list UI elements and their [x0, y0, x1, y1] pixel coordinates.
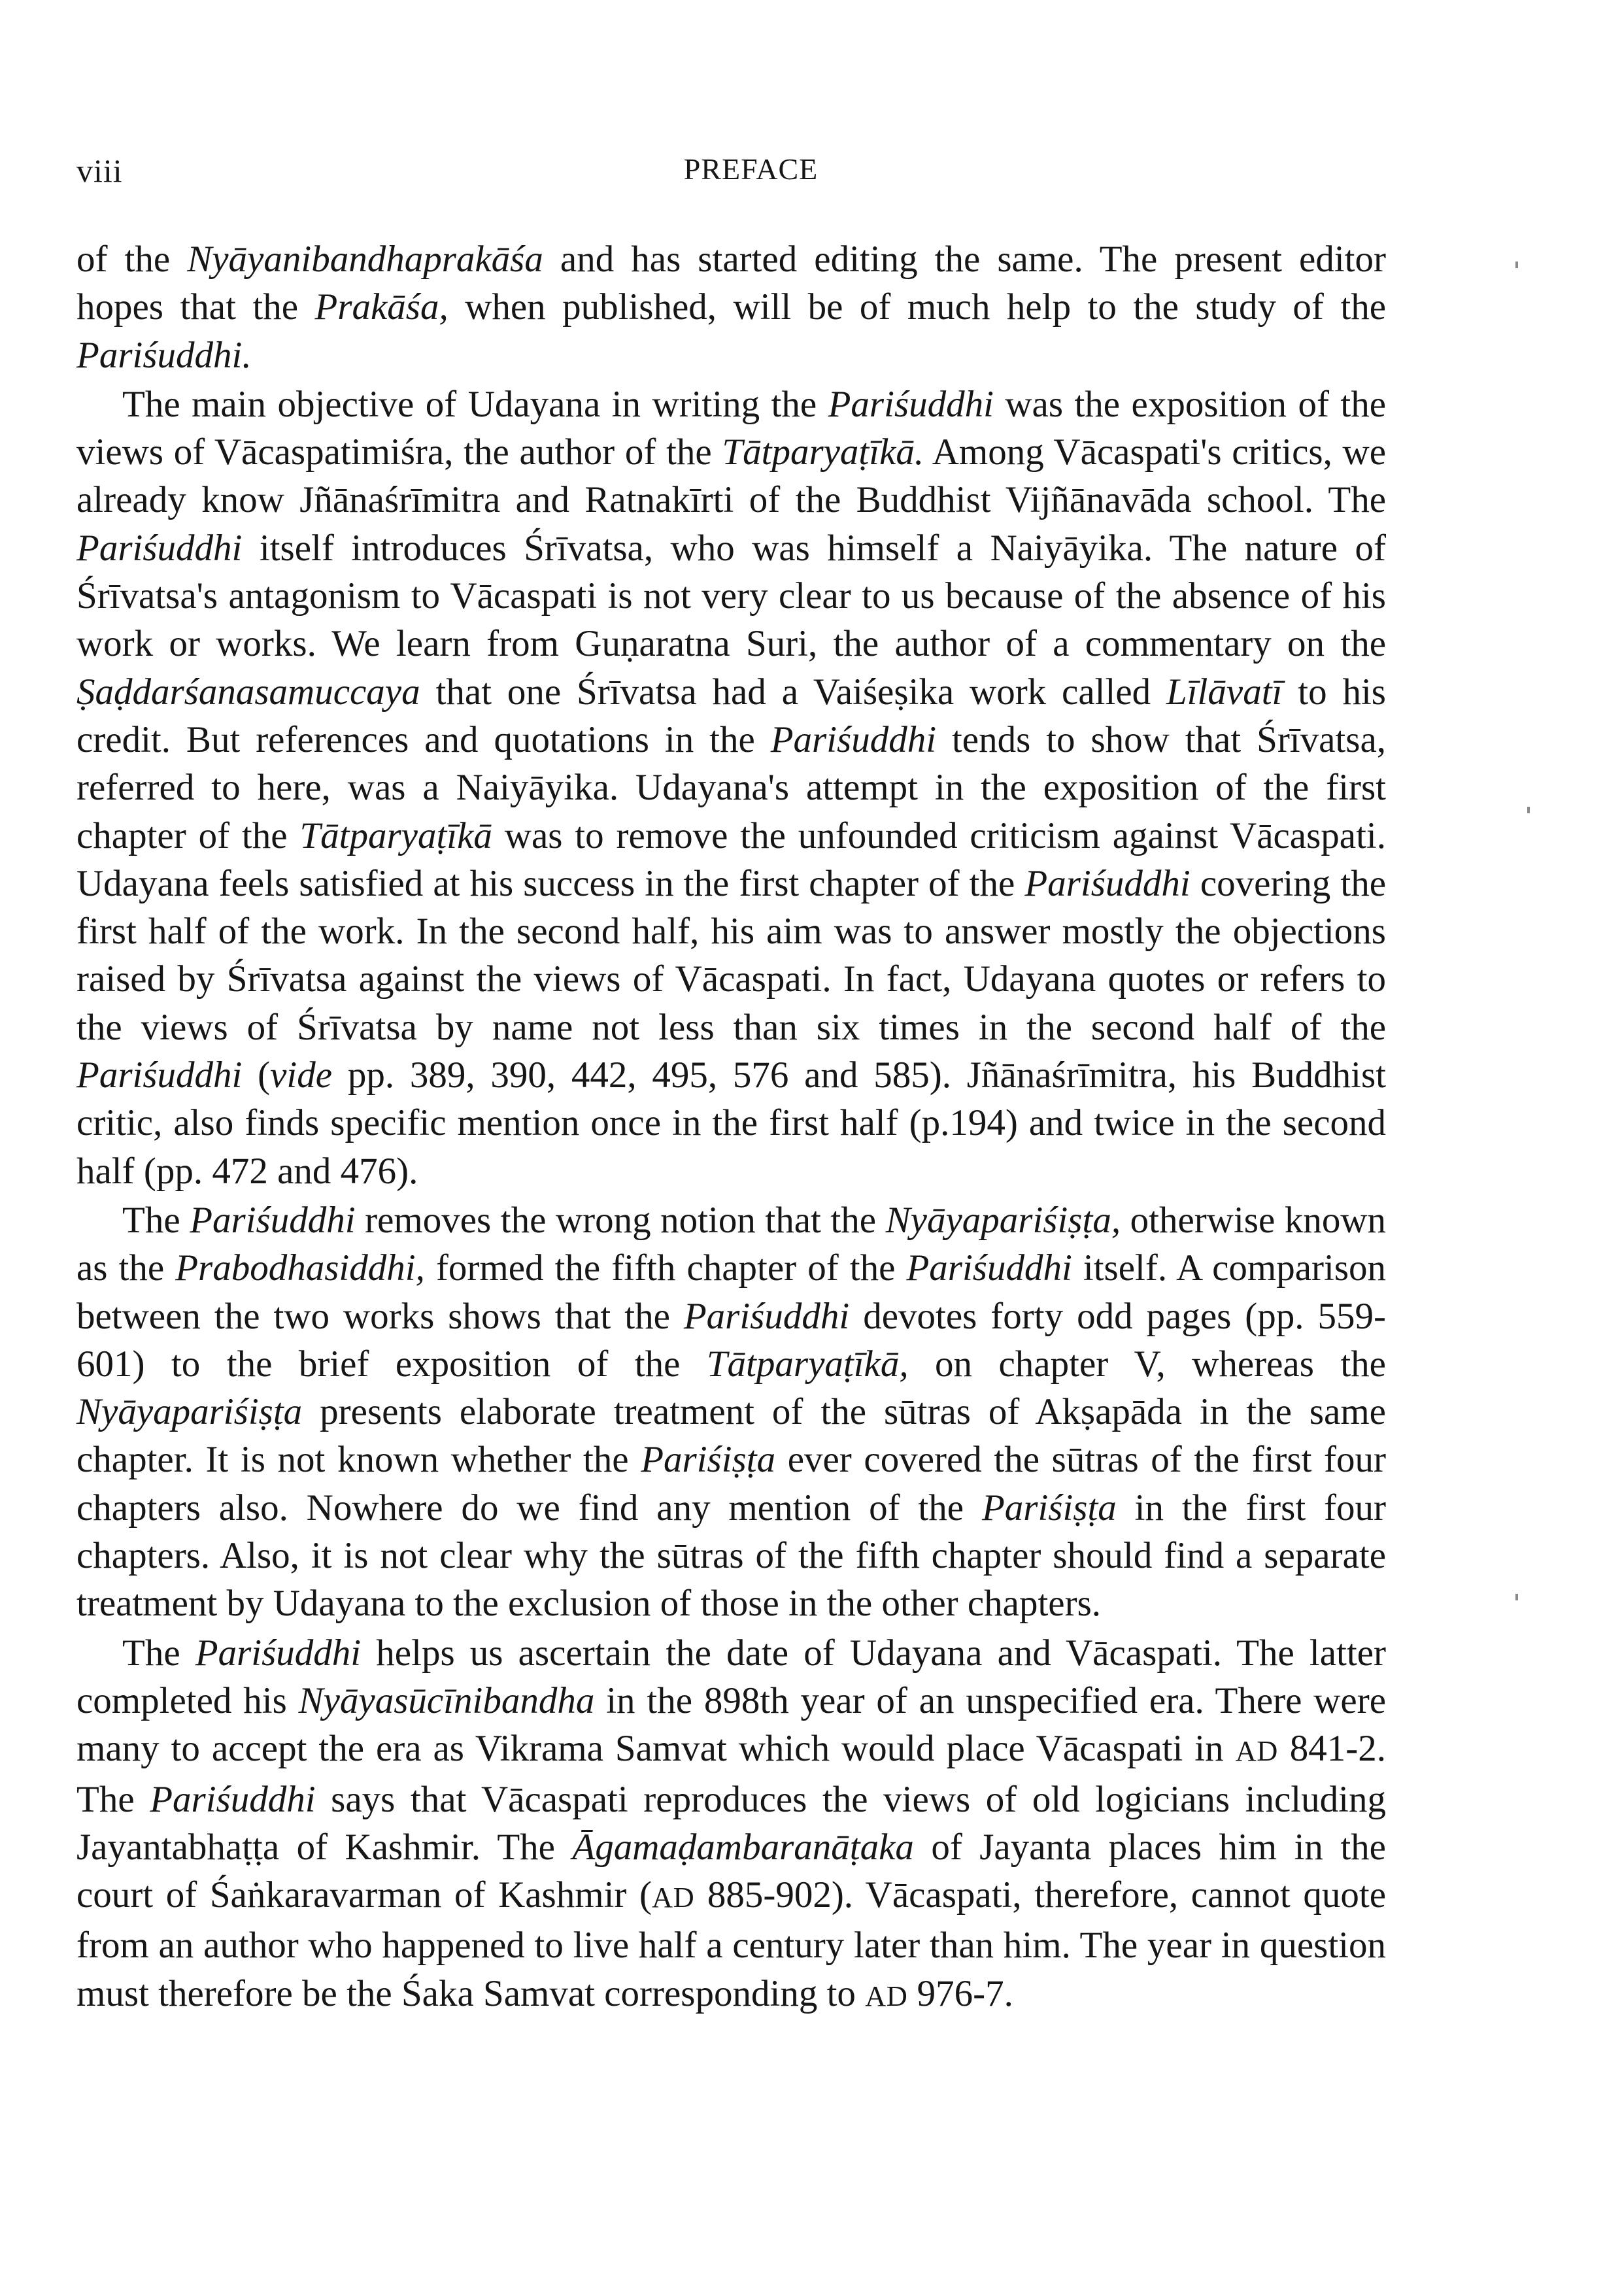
text-run: 976-7.	[907, 1972, 1013, 2014]
scan-speck	[1527, 807, 1530, 813]
text-run: on chapter V, whereas the	[908, 1343, 1386, 1385]
text-run: that one Śrīvatsa had a Vaiśeṣika work called	[420, 671, 1167, 713]
italic-title: Pariśiṣṭa	[641, 1439, 776, 1481]
italic-title: Nyāyanibandhaprakāśa	[187, 239, 543, 280]
text-run: presents elaborate treatment of the sūtras of Akṣapāda in the same chapter. It is not known whether the	[76, 1391, 1386, 1481]
text-run: was the exposition of the views of Vācaspatimiśra, the author of the	[76, 383, 1387, 473]
italic-title: Nyāyapariśiṣṭa	[76, 1391, 303, 1433]
italic-title: Pariśuddhi	[770, 718, 937, 760]
text-run: when published, will be of much help to the study of the	[448, 286, 1386, 328]
text-run: ever covered the sūtras of the first four chapters also. Nowhere do we find any mention of the	[76, 1439, 1386, 1528]
text-run: (	[242, 1055, 271, 1096]
italic-title: Pariśuddhi	[683, 1295, 850, 1337]
text-run: in the first four chapters. Also, it is not clear why the sūtras of the fifth chapter should find a separate treatment by Udayana to the exclusion of those in the other chapters.	[76, 1487, 1386, 1625]
text-run: of the	[76, 239, 188, 280]
text-run: was to remove the unfounded criticism against Vācaspati. Udayana feels satisfied at his success in the first chapter of the	[76, 815, 1386, 904]
text-run: pp. 389, 390, 442, 495, 576 and 585). Jñānaśrīmitra, his Buddhist critic, also finds specific mention once in the first half (p.194) and twice in the second half (pp. 472 and 476).	[76, 1055, 1386, 1192]
text-run: 841-2. The	[76, 1728, 1386, 1820]
italic-title: Pariśuddhi	[1024, 862, 1191, 904]
text-run: covering the first half of the work. In the second half, his aim was to answer mostly the objections raised by Śrīvatsa against the views of Vācaspati. In fact, Udayana quotes or refers to the views of Śrīvatsa by name not less than six times in the second half of the	[76, 862, 1386, 1048]
text-run: itself. A comparison between the two works shows that the	[76, 1247, 1387, 1337]
text-run: The	[122, 1199, 190, 1241]
italic-title: Pariśuddhi	[906, 1247, 1072, 1289]
paragraph	[76, 1196, 1386, 1628]
italic-title: Pariśiṣṭa	[981, 1487, 1117, 1528]
text-run: Among Vācaspati's critics, we already know Jñānaśrīmitra and Ratnakīrti of the Buddhist Vijñānavāda school. The	[76, 431, 1386, 521]
italic-title: Tātparyaṭīkā	[299, 815, 492, 856]
text-run: and has started editing the same. The present editor hopes that the	[76, 239, 1386, 328]
text-run: of Jayanta places him in the court of Śaṅkaravarman of Kashmir (	[76, 1826, 1386, 1916]
text-run: tends to show that Śrīvatsa, referred to here, was a Naiyāyika. Udayana's attempt in the exposition of the first chapter of the	[76, 718, 1387, 856]
italic-title: Pariśuddhi	[195, 1632, 362, 1674]
italic-title: Prakāśa,	[314, 286, 448, 328]
paragraph	[76, 235, 1386, 379]
italic-title: Pariśuddhi	[150, 1778, 316, 1820]
italic-title: Pariśuddhi	[76, 1055, 243, 1096]
page-number: viii	[76, 152, 123, 189]
text-run: helps us ascertain the date of Udayana and Vācaspati. The latter completed his	[76, 1632, 1386, 1721]
text-run: in the 898th year of an unspecified era. There were many to accept the era as Vikrama Samvat which would place Vācaspati in	[76, 1680, 1386, 1770]
italic-title: Nyāyasūcīnibandha	[298, 1680, 595, 1721]
text-run: says that Vācaspati reproduces the views of old logicians including Jayantabhaṭṭa of Kashmir. The	[76, 1778, 1386, 1868]
scan-speck	[1515, 262, 1518, 268]
italic-title: Pariśuddhi.	[76, 334, 252, 376]
italic-title: Nyāyapariśiṣṭa,	[885, 1199, 1121, 1241]
text-run: removes the wrong notion that the	[355, 1199, 886, 1241]
era-abbreviation: AD	[652, 1881, 695, 1914]
text-run: to his credit. But references and quotations in the	[76, 671, 1386, 760]
italic-title: vide	[270, 1055, 333, 1096]
page-header	[76, 152, 1386, 197]
body-text	[76, 235, 1386, 2020]
italic-title: Līlāvatī	[1166, 671, 1283, 713]
paragraph	[76, 1629, 1386, 2020]
scan-speck	[1515, 1594, 1518, 1600]
italic-title: Tātparyaṭīkā,	[706, 1343, 909, 1385]
text-run: formed the fifth chapter of the	[424, 1247, 907, 1289]
era-abbreviation: AD	[865, 1979, 908, 2012]
text-run: itself introduces Śrīvatsa, who was himself a Naiyāyika. The nature of Śrīvatsa's antagonism to Vācaspati is not very clear to us because of the absence of his work or works. We learn from Guṇaratna Suri, the author of a commentary on the	[76, 527, 1386, 665]
running-head: PREFACE	[683, 152, 819, 186]
paragraph	[76, 380, 1386, 1195]
italic-title: Pariśuddhi	[190, 1199, 356, 1241]
era-abbreviation: AD	[1235, 1734, 1278, 1768]
text-run: otherwise known as the	[76, 1199, 1386, 1289]
text-run: 885-902). Vācaspati, therefore, cannot quote from an author who happened to live half a century later than him. The year in question must therefore be the Śaka Samvat corresponding to	[76, 1874, 1386, 2014]
text-run: The main objective of Udayana in writing the	[122, 383, 828, 425]
italic-title: Āgamaḍambaranāṭaka	[572, 1826, 914, 1868]
text-run: The	[122, 1632, 195, 1674]
italic-title: Prabodhasiddhi,	[175, 1247, 425, 1289]
text-run: devotes forty odd pages (pp. 559-601) to the brief exposition of the	[76, 1295, 1386, 1385]
italic-title: Tātparyaṭīkā.	[722, 431, 924, 473]
italic-title: Pariśuddhi	[828, 383, 994, 425]
italic-title: Pariśuddhi	[76, 527, 243, 569]
italic-title: Ṣaḍdarśanasamuccaya	[76, 671, 420, 713]
